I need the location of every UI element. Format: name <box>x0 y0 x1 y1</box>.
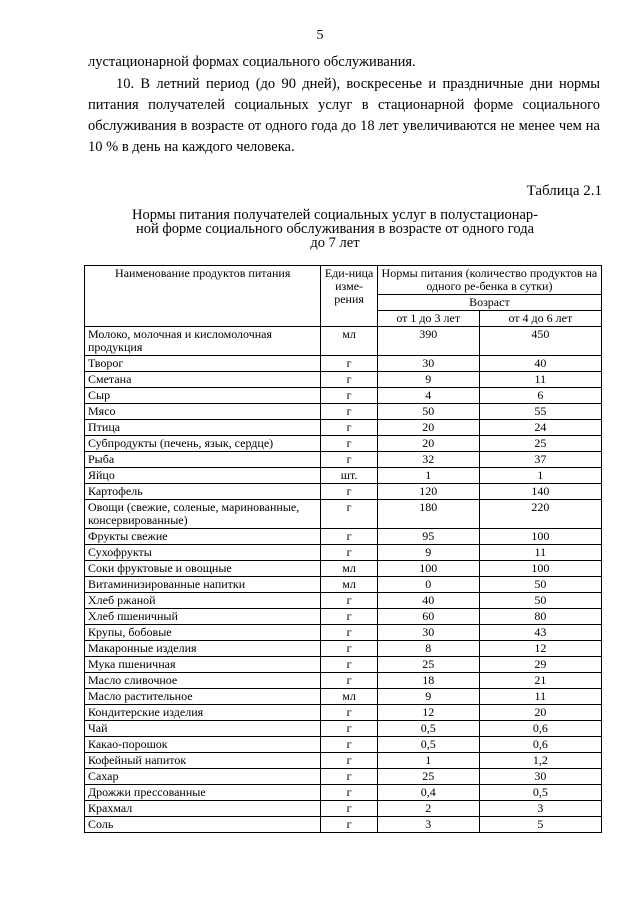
unit-cell: г <box>321 529 377 545</box>
table-row <box>85 420 602 436</box>
value-age-1-3-cell: 390 <box>377 327 479 356</box>
product-name-cell: Макаронные изделия <box>85 641 321 657</box>
value-age-4-6-cell: 3 <box>479 801 601 817</box>
product-name-cell: Мясо <box>85 404 321 420</box>
table-row <box>85 500 602 529</box>
unit-cell: г <box>321 593 377 609</box>
value-age-1-3-cell: 0,5 <box>377 737 479 753</box>
value-age-1-3-cell: 0,5 <box>377 721 479 737</box>
header-age-4-6: от 4 до 6 лет <box>479 311 601 327</box>
unit-cell: шт. <box>321 468 377 484</box>
table-row <box>85 609 602 625</box>
value-age-1-3-cell: 120 <box>377 484 479 500</box>
table-row <box>85 529 602 545</box>
value-age-4-6-cell: 50 <box>479 577 601 593</box>
value-age-1-3-cell: 20 <box>377 436 479 452</box>
unit-cell: г <box>321 705 377 721</box>
caption-line: Нормы питания получателей социальных услуг в полустационар- <box>131 207 538 223</box>
table-row <box>85 577 602 593</box>
table-row <box>85 689 602 705</box>
table-row <box>85 721 602 737</box>
table-row <box>85 657 602 673</box>
product-name-cell: Кондитерские изделия <box>85 705 321 721</box>
unit-cell: г <box>321 372 377 388</box>
header-age: Возраст <box>377 295 601 311</box>
table-row <box>85 372 602 388</box>
value-age-1-3-cell: 25 <box>377 769 479 785</box>
value-age-1-3-cell: 18 <box>377 673 479 689</box>
value-age-4-6-cell: 37 <box>479 452 601 468</box>
value-age-4-6-cell: 0,5 <box>479 785 601 801</box>
unit-cell: г <box>321 609 377 625</box>
header-unit: Еди-ница изме-рения <box>321 266 377 327</box>
value-age-4-6-cell: 30 <box>479 769 601 785</box>
value-age-1-3-cell: 8 <box>377 641 479 657</box>
value-age-4-6-cell: 11 <box>479 689 601 705</box>
value-age-4-6-cell: 40 <box>479 356 601 372</box>
product-name-cell: Хлеб пшеничный <box>85 609 321 625</box>
unit-cell: г <box>321 785 377 801</box>
product-name-cell: Масло сливочное <box>85 673 321 689</box>
product-name-cell: Творог <box>85 356 321 372</box>
table-row <box>85 785 602 801</box>
unit-cell: г <box>321 721 377 737</box>
value-age-1-3-cell: 32 <box>377 452 479 468</box>
table-row <box>85 327 602 356</box>
header-age-1-3: от 1 до 3 лет <box>377 311 479 327</box>
unit-cell: г <box>321 801 377 817</box>
value-age-4-6-cell: 220 <box>479 500 601 529</box>
product-name-cell: Витаминизированные напитки <box>85 577 321 593</box>
unit-cell: г <box>321 625 377 641</box>
table-row <box>85 388 602 404</box>
value-age-1-3-cell: 1 <box>377 753 479 769</box>
product-name-cell: Соль <box>85 817 321 833</box>
value-age-1-3-cell: 4 <box>377 388 479 404</box>
value-age-1-3-cell: 25 <box>377 657 479 673</box>
value-age-1-3-cell: 0,4 <box>377 785 479 801</box>
unit-cell: г <box>321 657 377 673</box>
value-age-1-3-cell: 2 <box>377 801 479 817</box>
value-age-4-6-cell: 140 <box>479 484 601 500</box>
value-age-1-3-cell: 60 <box>377 609 479 625</box>
value-age-4-6-cell: 0,6 <box>479 737 601 753</box>
unit-cell: г <box>321 545 377 561</box>
unit-cell: г <box>321 769 377 785</box>
product-name-cell: Картофель <box>85 484 321 500</box>
value-age-4-6-cell: 55 <box>479 404 601 420</box>
value-age-1-3-cell: 180 <box>377 500 479 529</box>
paragraph-continuation: лустационарной формах социального обслуживания. <box>88 54 416 70</box>
value-age-1-3-cell: 1 <box>377 468 479 484</box>
product-name-cell: Фрукты свежие <box>85 529 321 545</box>
header-product-name: Наименование продуктов питания <box>85 266 321 327</box>
table-row <box>85 593 602 609</box>
unit-cell: г <box>321 484 377 500</box>
product-name-cell: Овощи (свежие, соленые, маринованные, консервированные) <box>85 500 321 529</box>
unit-cell: г <box>321 500 377 529</box>
product-name-cell: Какао-порошок <box>85 737 321 753</box>
table-row <box>85 801 602 817</box>
product-name-cell: Сухофрукты <box>85 545 321 561</box>
unit-cell: мл <box>321 577 377 593</box>
value-age-4-6-cell: 11 <box>479 545 601 561</box>
value-age-4-6-cell: 100 <box>479 561 601 577</box>
table-row <box>85 817 602 833</box>
table-row <box>85 705 602 721</box>
value-age-1-3-cell: 40 <box>377 593 479 609</box>
table-row <box>85 356 602 372</box>
product-name-cell: Рыба <box>85 452 321 468</box>
value-age-1-3-cell: 95 <box>377 529 479 545</box>
unit-cell: г <box>321 737 377 753</box>
value-age-4-6-cell: 80 <box>479 609 601 625</box>
value-age-4-6-cell: 1,2 <box>479 753 601 769</box>
product-name-cell: Чай <box>85 721 321 737</box>
value-age-1-3-cell: 30 <box>377 356 479 372</box>
table-row <box>85 452 602 468</box>
value-age-4-6-cell: 11 <box>479 372 601 388</box>
value-age-1-3-cell: 20 <box>377 420 479 436</box>
table-row <box>85 468 602 484</box>
unit-cell: г <box>321 753 377 769</box>
unit-cell: г <box>321 817 377 833</box>
product-name-cell: Сыр <box>85 388 321 404</box>
product-name-cell: Крупы, бобовые <box>85 625 321 641</box>
product-name-cell: Сметана <box>85 372 321 388</box>
unit-cell: мл <box>321 561 377 577</box>
unit-cell: г <box>321 356 377 372</box>
table-row <box>85 545 602 561</box>
product-name-cell: Масло растительное <box>85 689 321 705</box>
product-name-cell: Сахар <box>85 769 321 785</box>
value-age-4-6-cell: 100 <box>479 529 601 545</box>
product-name-cell: Субпродукты (печень, язык, сердце) <box>85 436 321 452</box>
value-age-4-6-cell: 5 <box>479 817 601 833</box>
value-age-4-6-cell: 450 <box>479 327 601 356</box>
unit-cell: г <box>321 404 377 420</box>
unit-cell: г <box>321 388 377 404</box>
value-age-1-3-cell: 3 <box>377 817 479 833</box>
unit-cell: мл <box>321 327 377 356</box>
value-age-1-3-cell: 9 <box>377 545 479 561</box>
unit-cell: г <box>321 420 377 436</box>
value-age-4-6-cell: 1 <box>479 468 601 484</box>
table-row <box>85 404 602 420</box>
unit-cell: г <box>321 436 377 452</box>
table-row <box>85 625 602 641</box>
value-age-4-6-cell: 0,6 <box>479 721 601 737</box>
table-row <box>85 641 602 657</box>
value-age-1-3-cell: 100 <box>377 561 479 577</box>
unit-cell: г <box>321 673 377 689</box>
product-name-cell: Соки фруктовые и овощные <box>85 561 321 577</box>
value-age-4-6-cell: 29 <box>479 657 601 673</box>
product-name-cell: Дрожжи прессованные <box>85 785 321 801</box>
value-age-4-6-cell: 43 <box>479 625 601 641</box>
product-name-cell: Птица <box>85 420 321 436</box>
value-age-4-6-cell: 25 <box>479 436 601 452</box>
table-row <box>85 753 602 769</box>
unit-cell: г <box>321 452 377 468</box>
value-age-4-6-cell: 50 <box>479 593 601 609</box>
table-caption <box>110 208 560 250</box>
value-age-1-3-cell: 50 <box>377 404 479 420</box>
product-name-cell: Мука пшеничная <box>85 657 321 673</box>
value-age-1-3-cell: 30 <box>377 625 479 641</box>
value-age-1-3-cell: 9 <box>377 689 479 705</box>
value-age-4-6-cell: 20 <box>479 705 601 721</box>
value-age-4-6-cell: 6 <box>479 388 601 404</box>
table-label: Таблица 2.1 <box>526 183 602 199</box>
caption-line: до 7 лет <box>310 235 360 251</box>
caption-line: ной форме социального обслуживания в возрасте от одного года <box>135 221 535 237</box>
table-row <box>85 673 602 689</box>
page-number: 5 <box>316 28 324 43</box>
paragraph-summer-norms: 10. В летний период (до 90 дней), воскресенье и праздничные дни нормы питания получателей социальных услуг в стационарной форме социального обслуживания в возрасте от одного года до 18 лет увеличиваются не менее чем на 10 % в день на каждого человека. <box>88 76 600 155</box>
product-name-cell: Хлеб ржаной <box>85 593 321 609</box>
value-age-4-6-cell: 24 <box>479 420 601 436</box>
table-row <box>85 737 602 753</box>
product-name-cell: Яйцо <box>85 468 321 484</box>
value-age-1-3-cell: 9 <box>377 372 479 388</box>
table-row <box>85 561 602 577</box>
nutrition-norms-table <box>84 265 602 833</box>
header-norms: Нормы питания (количество продуктов на одного ре-бенка в сутки) <box>377 266 601 295</box>
table-row <box>85 769 602 785</box>
value-age-1-3-cell: 12 <box>377 705 479 721</box>
table-row <box>85 484 602 500</box>
product-name-cell: Кофейный напиток <box>85 753 321 769</box>
value-age-4-6-cell: 12 <box>479 641 601 657</box>
table-row <box>85 436 602 452</box>
value-age-1-3-cell: 0 <box>377 577 479 593</box>
value-age-4-6-cell: 21 <box>479 673 601 689</box>
product-name-cell: Молоко, молочная и кисломолочная продукция <box>85 327 321 356</box>
unit-cell: мл <box>321 689 377 705</box>
unit-cell: г <box>321 641 377 657</box>
product-name-cell: Крахмал <box>85 801 321 817</box>
